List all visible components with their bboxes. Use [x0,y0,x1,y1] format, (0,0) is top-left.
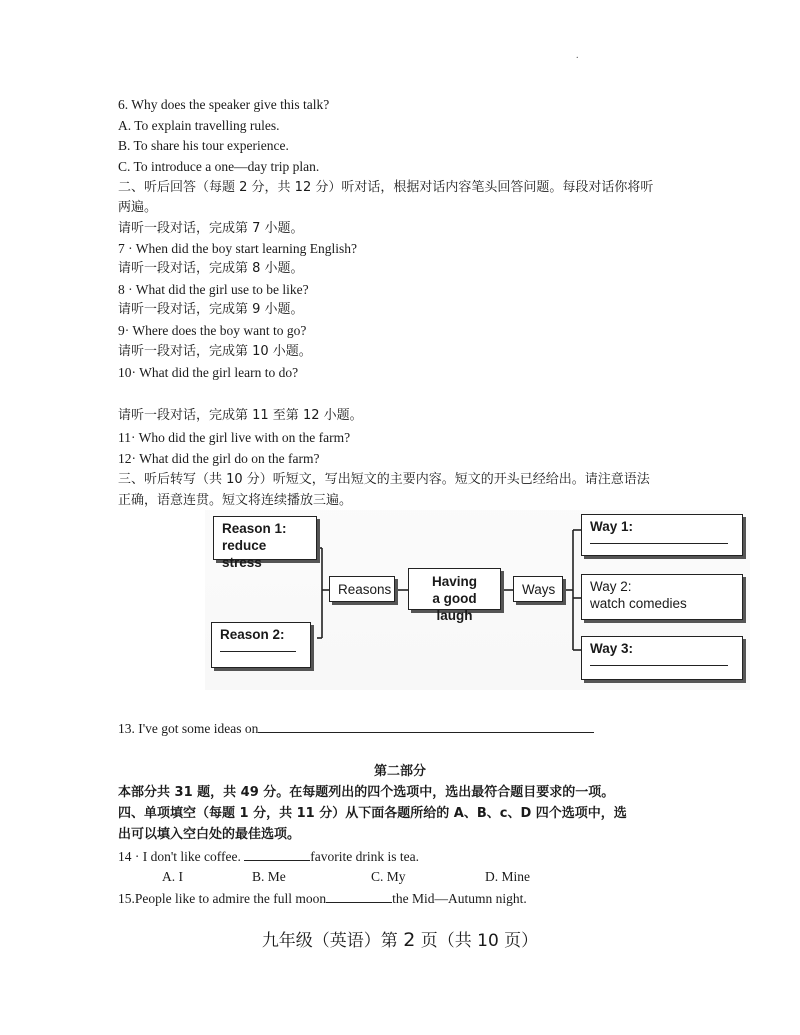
reason2-answer-blank[interactable] [220,649,296,652]
ways-label: Ways [522,582,556,597]
part2-description: 本部分共 31 题，共 49 分。在每题列出的四个选项中，选出最符合题目要求的一项。 [118,785,615,800]
center-topic-line1: Having [431,574,477,589]
section2-instruction-cont: 两遍。 [118,200,158,215]
q13-answer-blank[interactable] [258,719,594,733]
section4-instruction: 四、单项填空（每题 1 分，共 11 分）从下面各题所给的 A、B、c、D 四个选项中，选 [118,806,627,821]
way1-answer-blank[interactable] [590,541,728,544]
section2-instruction: 二、听后回答（每题 2 分，共 12 分）听对话，根据对话内容笔头回答问题。每段对话你将听 [118,180,654,195]
corner-mark: . [576,50,579,61]
dialog-prompt-10: 请听一段对话，完成第 10 小题。 [118,344,312,359]
reasons-label: Reasons [338,582,392,597]
q14-option-c[interactable]: C. My [371,869,406,884]
mind-map-diagram [205,510,750,690]
part2-title: 第二部分 [373,764,426,779]
footer-page-number: 2 [403,929,416,951]
way3-answer-blank[interactable] [590,663,728,666]
reason2-title: Reason 2: [220,627,285,642]
q9-question: 9· Where does the boy want to go? [118,323,307,338]
q6-option-c: C. To introduce a one—day trip plan. [118,159,320,174]
q6-option-b: B. To share his tour experience. [118,138,289,153]
reason1-box [213,516,317,570]
q8-question: 8 · What did the girl use to be like? [118,282,309,297]
dialog-prompt-8: 请听一段对话，完成第 8 小题。 [118,261,304,276]
q6-option-a: A. To explain travelling rules. [118,118,280,133]
q14-text-post: favorite drink is tea. [310,849,419,864]
q14-answer-blank[interactable] [244,847,310,861]
q13-text: 13. I've got some ideas on [118,721,259,736]
q7-question: 7 · When did the boy start learning English? [118,241,357,256]
way2-title: Way 2: [590,579,632,594]
q10-question: 10· What did the girl learn to do? [118,365,299,380]
way3-title: Way 3: [590,641,634,656]
q12-question: 12· What did the girl do on the farm? [118,451,320,466]
q14-option-d[interactable]: D. Mine [485,869,530,884]
footer-text-pre: 九年级（英语）第 [261,931,398,951]
q14-option-a[interactable]: A. I [162,869,183,884]
reason1-answer: reduce stress [222,538,267,570]
way1-box [581,514,743,556]
way3-box [581,636,743,680]
way2-answer: watch comedies [590,596,687,611]
dialog-prompt-7: 请听一段对话，完成第 7 小题。 [118,221,304,236]
q15-row [118,889,527,907]
section3-instruction: 三、听后转写（共 10 分）听短文，写出短文的主要内容。短文的开头已经给出。请注意语法 [118,472,650,487]
q14-text-pre: 14 · I don't like coffee. [118,849,241,864]
q14-options [118,868,638,886]
q6-question: 6. Why does the speaker give this talk? [118,97,330,112]
reason2-box [211,622,311,668]
q14-option-b[interactable]: B. Me [252,869,286,884]
section3-instruction-cont: 正确，语意连贯。短文将连续播放三遍。 [118,493,353,508]
dialog-prompt-9: 请听一段对话，完成第 9 小题。 [118,302,304,317]
center-topic-line2: a good laugh [432,591,477,623]
center-topic-box [408,568,501,623]
q13-row [118,719,594,737]
q15-answer-blank[interactable] [326,889,392,903]
page-footer [0,926,800,951]
q15-text-pre: 15.People like to admire the full moon [118,891,327,906]
q15-text-post: the Mid—Autumn night. [392,891,527,906]
way1-title: Way 1: [590,519,634,534]
footer-text-post: 页（共 10 页） [420,931,539,951]
dialog-prompt-11-12: 请听一段对话，完成第 11 至第 12 小题。 [118,408,363,423]
ways-box [513,576,563,602]
q14-row [118,847,419,865]
reason1-title: Reason 1: [222,521,287,536]
section4-instruction-cont: 出可以填入空白处的最佳选项。 [118,827,301,842]
reasons-box [329,576,395,602]
q11-question: 11· Who did the girl live with on the farm? [118,430,351,445]
way2-box [581,574,743,620]
